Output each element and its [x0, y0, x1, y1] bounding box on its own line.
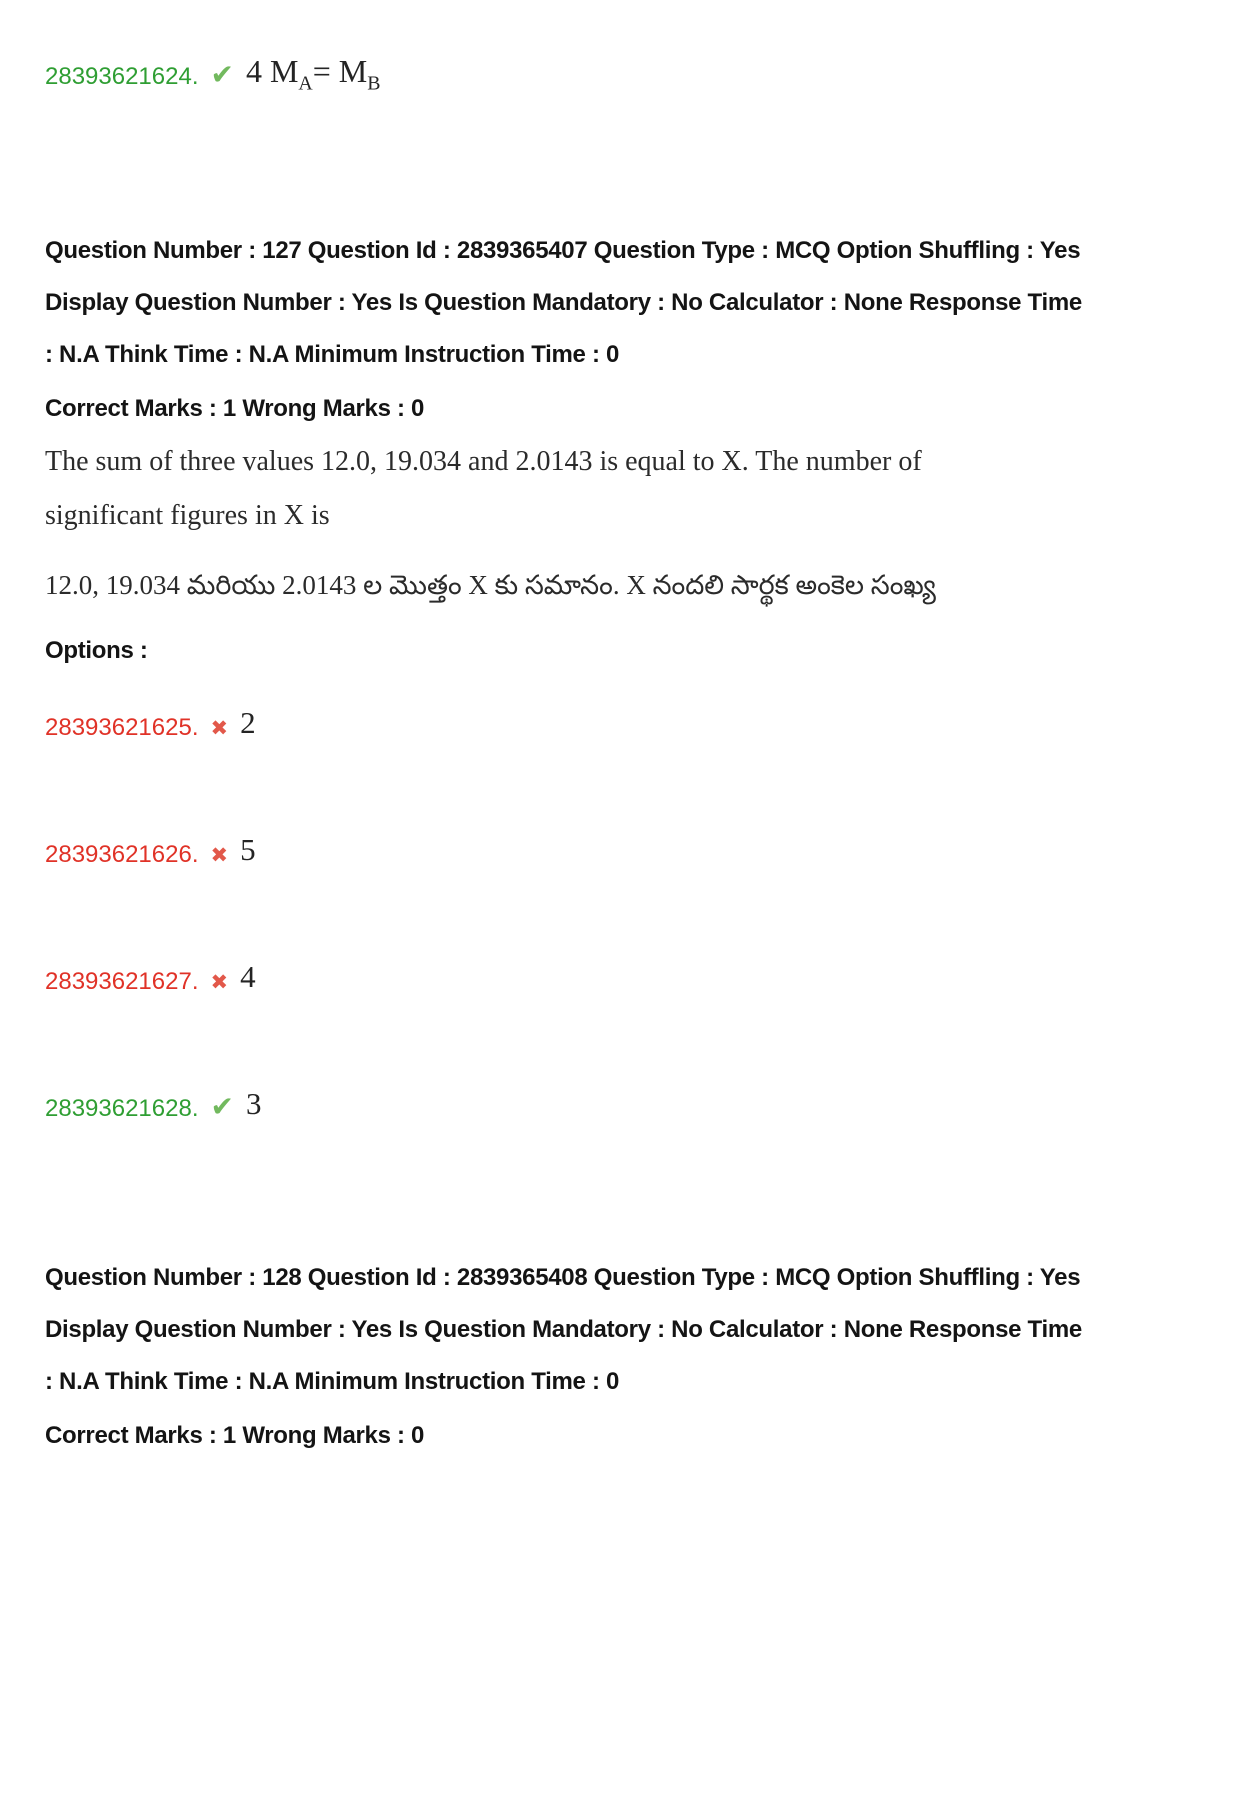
option-answer: 2: [240, 705, 256, 740]
question-meta-line: Display Question Number : Yes Is Question Mandatory : No Calculator : None Response Time: [45, 289, 1082, 316]
option-row: [45, 961, 1195, 1001]
cross-icon: ✖: [210, 970, 229, 994]
question-127-block: [45, 225, 1195, 1128]
question-128-block: [45, 1252, 1195, 1462]
formula-part: = M: [312, 53, 368, 89]
question-text-telugu: 12.0, 19.034 మరియు 2.0143 ల మొత్తం X కు సమానం. X నందలి సార్థక అంకెల సంఖ్య: [45, 570, 936, 600]
cross-icon: ✖: [210, 843, 229, 867]
option-answer: 5: [240, 832, 256, 867]
formula-subscript: B: [367, 72, 381, 95]
question-meta-line: Question Number : 128 Question Id : 2839365408 Question Type : MCQ Option Shuffling : Yes: [45, 1264, 1081, 1291]
formula-part: 4 M: [245, 53, 299, 89]
option-row-prev-correct: [45, 55, 1195, 95]
question-meta: [45, 1252, 1195, 1408]
marks-line: Correct Marks : 1 Wrong Marks : 0: [45, 395, 425, 422]
question-text-english: [45, 435, 1195, 543]
question-meta-line: Display Question Number : Yes Is Question Mandatory : No Calculator : None Response Time: [45, 1316, 1082, 1343]
option-row: [45, 1088, 1195, 1128]
question-text-line: The sum of three values 12.0, 19.034 and 2.0143 is equal to X. The number of: [45, 446, 922, 477]
question-meta-line: : N.A Think Time : N.A Minimum Instruction Time : 0: [45, 341, 620, 368]
option-id: 28393621626.: [45, 841, 199, 868]
cross-icon: ✖: [210, 716, 229, 740]
option-answer: 4: [240, 959, 256, 994]
option-id: 28393621628.: [45, 1095, 199, 1122]
answer-key-page: [0, 55, 1240, 1810]
marks-line: Correct Marks : 1 Wrong Marks : 0: [45, 1422, 425, 1449]
option-row: [45, 707, 1195, 747]
option-id: 28393621625.: [45, 714, 199, 741]
options-label: Options :: [45, 637, 148, 664]
option-id: 28393621627.: [45, 968, 199, 995]
question-meta-line: : N.A Think Time : N.A Minimum Instruction Time : 0: [45, 1368, 620, 1395]
question-meta: [45, 225, 1195, 381]
option-row: [45, 834, 1195, 874]
option-answer: 3: [245, 1086, 262, 1121]
option-answer-formula: [246, 53, 381, 95]
check-icon: ✔: [210, 1090, 234, 1123]
question-meta-line: Question Number : 127 Question Id : 2839365407 Question Type : MCQ Option Shuffling : Yes: [45, 237, 1081, 264]
options-list: [45, 707, 1195, 1128]
check-icon: ✔: [210, 58, 234, 91]
question-text-line: significant figures in X is: [45, 500, 330, 531]
option-id: 28393621624.: [45, 63, 199, 90]
formula-subscript: A: [298, 72, 313, 95]
